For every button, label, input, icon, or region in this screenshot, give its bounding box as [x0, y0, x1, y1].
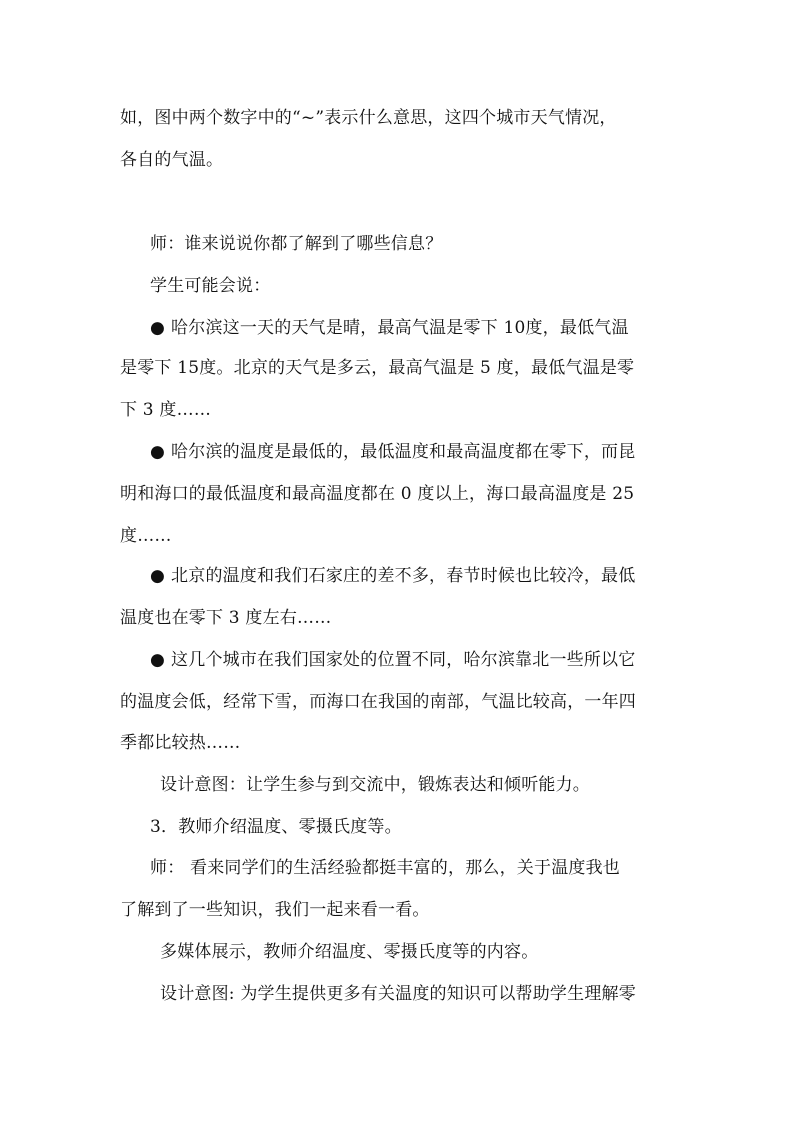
paragraph-line: 各自的气温。: [120, 150, 224, 170]
student-intro-line: 学生可能会说：: [150, 276, 271, 296]
bullet-text: 北京的温度和我们石家庄的差不多，春节时候也比较冷，最低: [171, 566, 636, 586]
bullet-icon: ●: [150, 566, 166, 586]
paragraph-line: 明和海口的最低温度和最高温度都在 0 度以上，海口最高温度是 25: [120, 484, 635, 504]
paragraph-line: 的温度会低，经常下雪，而海口在我国的南部，气温比较高，一年四: [120, 692, 636, 712]
bullet-text: 哈尔滨的温度是最低的，最低温度和最高温度都在零下，而昆: [171, 442, 636, 462]
bullet-icon: ●: [150, 650, 166, 670]
paragraph-line: 度……: [120, 526, 172, 546]
teacher-line: 师： 看来同学们的生活经验都挺丰富的，那么，关于温度我也: [150, 858, 621, 878]
bullet-text: 哈尔滨这一天的天气是晴，最高气温是零下 10度，最低气温: [171, 318, 629, 338]
paragraph-line: 了解到了一些知识，我们一起来看一看。: [120, 900, 430, 920]
bullet-text: 这几个城市在我们国家处的位置不同，哈尔滨靠北一些所以它: [171, 650, 636, 670]
bullet-line: [150, 648, 635, 672]
bullet-line: [150, 564, 635, 588]
paragraph-line: 季都比较热……: [120, 733, 241, 753]
paragraph-line: 如，图中两个数字中的“~”表示什么意思，这四个城市天气情况，: [120, 108, 617, 128]
section-heading: 3．教师介绍温度、零摄氏度等。: [150, 817, 402, 837]
teacher-question-line: 师：谁来说说你都了解到了哪些信息？: [150, 234, 443, 254]
bullet-icon: ●: [150, 318, 166, 338]
paragraph-line: 下 3 度……: [120, 400, 212, 420]
design-intent-line: 设计意图：让学生参与到交流中，锻炼表达和倾听能力。: [160, 775, 590, 795]
paragraph-line: 是零下 15度。北京的天气是多云，最高气温是 5 度，最低气温是零: [120, 358, 635, 378]
paragraph-line: 温度也在零下 3 度左右……: [120, 608, 332, 628]
bullet-icon: ●: [150, 442, 166, 462]
bullet-line: [150, 316, 629, 340]
design-intent-line: 设计意图: 为学生提供更多有关温度的知识可以帮助学生理解零: [160, 984, 636, 1004]
bullet-line: [150, 440, 635, 464]
media-line: 多媒体展示，教师介绍温度、零摄氏度等的内容。: [160, 942, 539, 962]
